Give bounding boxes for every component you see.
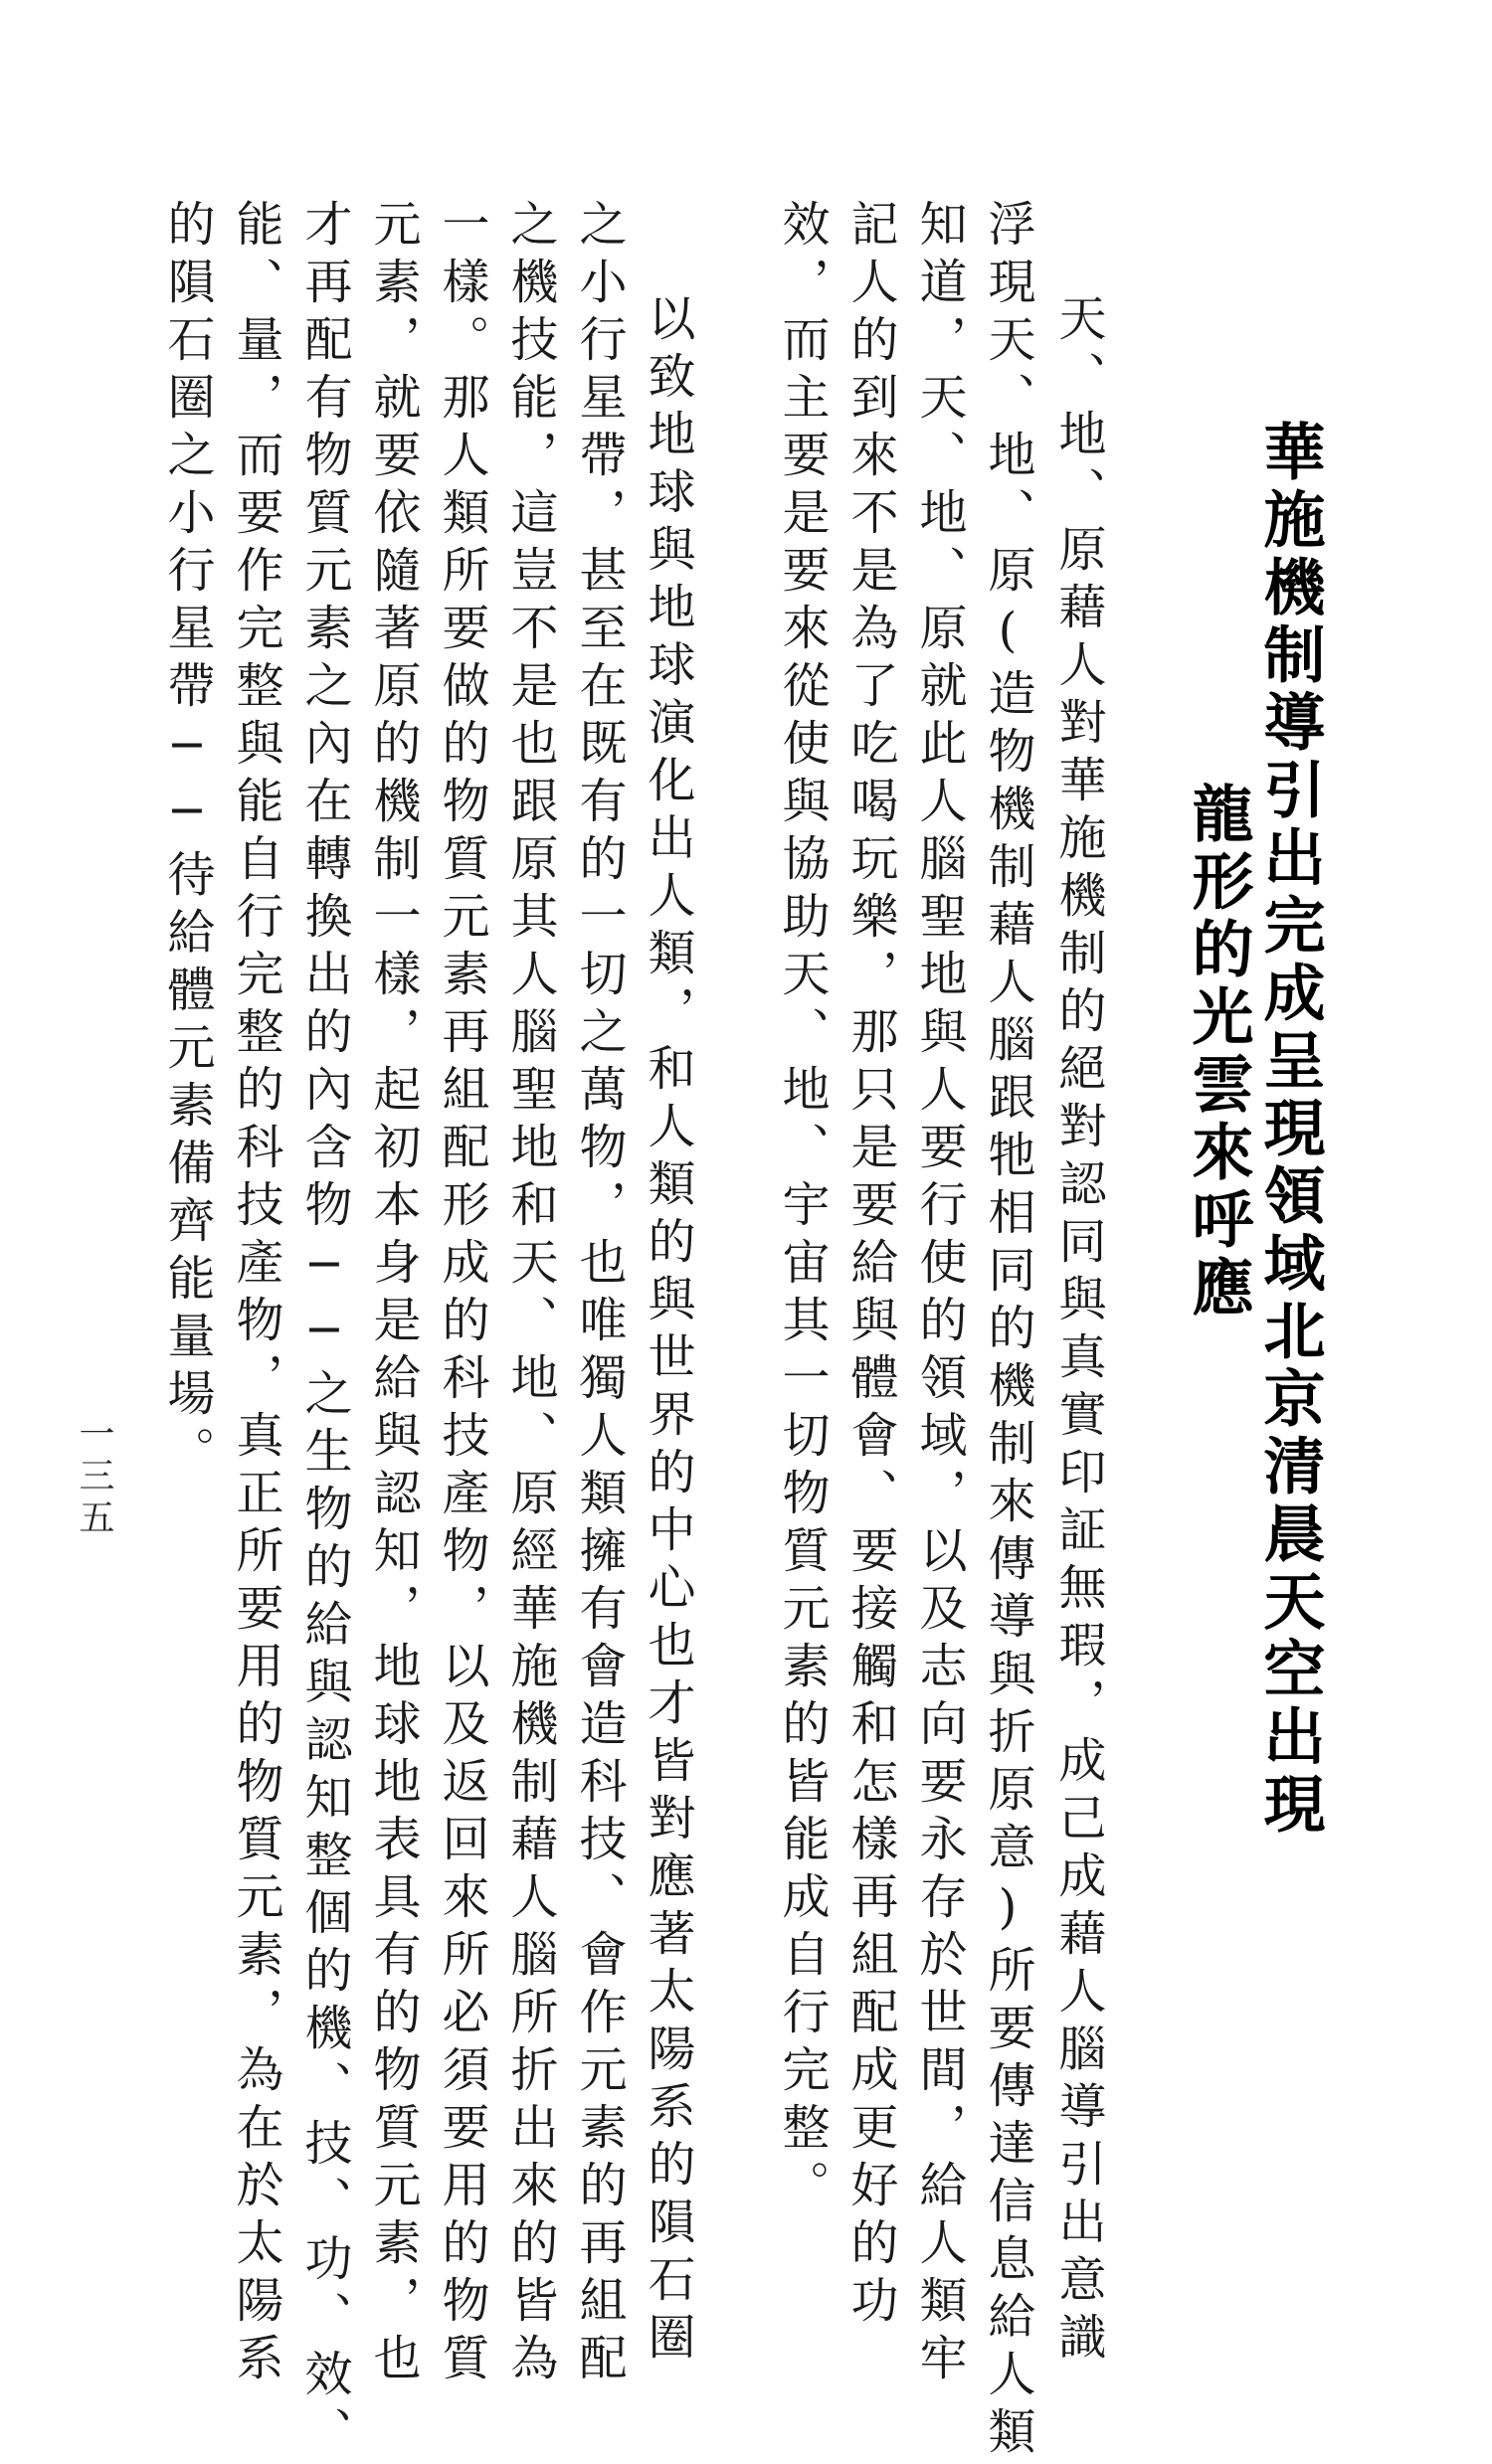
paragraph-2-line-8: 的隕石圈之小行星帶──待給體元素備齊能量場。 [159, 199, 215, 1484]
page-title-line-2: 龍形的光雲來呼應 [1182, 782, 1254, 1322]
paragraph-2-line-5: 元素，就要依隨著原的機制一樣，起初本身是給與認知，地球地表具有的物質元素，也 [365, 199, 421, 2390]
paragraph-2-line-1: 以致地球與地球演化出人類，和人類的與世界的中心也才皆對應著太陽系的隕石圈 [640, 293, 695, 2370]
page-title-line-1: 華施機制導引出完成呈現領域北京清晨天空出現 [1253, 420, 1326, 1840]
paragraph-2-line-3: 之機技能，這豈不是也跟原其人腦聖地和天、地、原經華施機制藉人腦所折出來的皆為 [502, 199, 558, 2390]
paragraph-2-line-7: 能、量，而要作完整與能自行完整的科技產物，真正所要用的物質元素，為在於太陽系 [228, 199, 283, 2390]
paragraph-1-line-5: 效，而主要是要來從使與協助天、地、宇宙其一切物質元素的皆能成自行完整。 [774, 199, 830, 2217]
paragraph-1-line-2: 浮現天、地、原(造物機制藉人腦跟牠相同的機制來傳導與折原意)所要傳達信息給人類 [980, 199, 1035, 2464]
paragraph-2-line-6: 才再配有物質元素之內在轉換出的內含物──之生物的給與認知整個的機、技、功、效、 [296, 199, 352, 2464]
paragraph-2-line-2: 之小行星帶，甚至在既有的一切之萬物，也唯獨人類擁有會造科技、會作元素的再組配 [571, 199, 627, 2390]
page-number: 一三五 [74, 1415, 114, 1540]
paragraph-1-line-1: 天、地、原藉人對華施機制的絕對認同與真實印証無瑕，成己成藉人腦導引出意識 [1050, 293, 1106, 2370]
paragraph-2-line-4: 一樣。那人類所要做的物質元素再組配形成的科技產物，以及返回來所必須要用的物質 [434, 199, 489, 2390]
paragraph-1-line-4: 記人的到來不是為了吃喝玩樂，那只是要給與體會、要接觸和怎樣再組配成更好的功 [842, 199, 898, 2333]
paragraph-1-line-3: 知道，天、地、原就此人腦聖地與人要行使的領域，以及志向要永存於世間，給人類牢 [911, 199, 967, 2390]
